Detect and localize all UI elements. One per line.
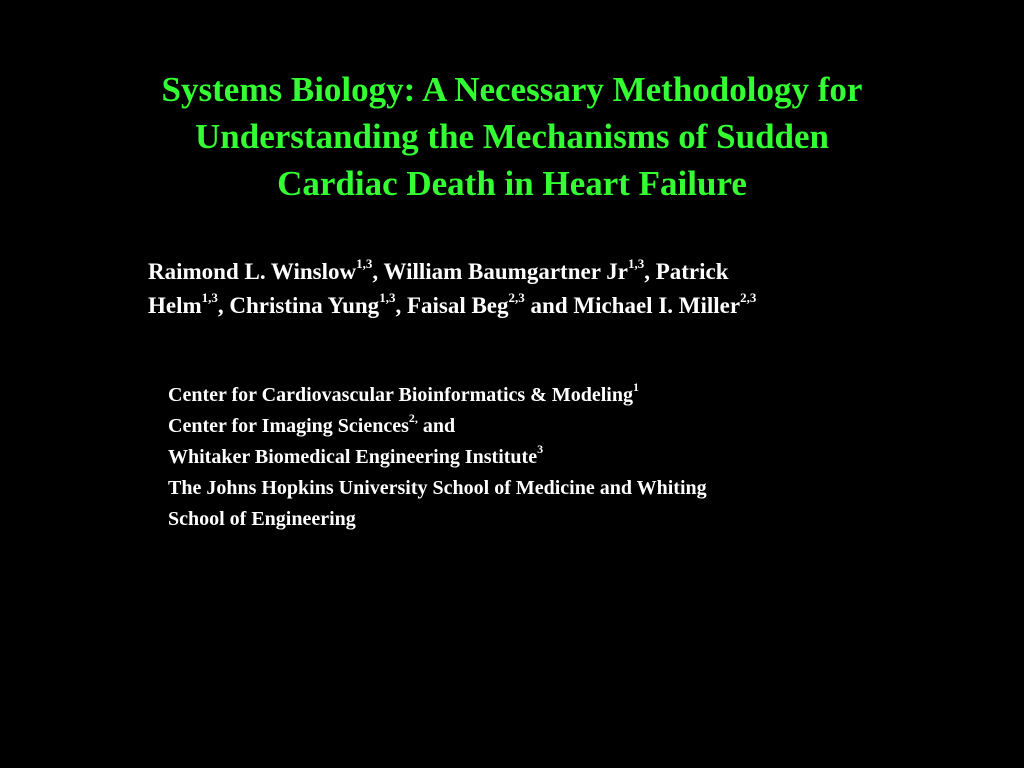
affiliation-list <box>168 380 928 535</box>
author-separator: and <box>524 293 574 318</box>
author-line-1 <box>148 255 948 289</box>
affiliation-text: Center for Imaging Sciences <box>168 415 409 437</box>
author-separator: , <box>217 293 230 318</box>
author-affiliation-marker: 2,3 <box>740 290 757 306</box>
author-name: Raimond L. Winslow <box>148 259 357 284</box>
affiliation-line <box>168 473 928 504</box>
slide-title <box>60 66 964 207</box>
title-line-1: Systems Biology: A Necessary Methodology for <box>161 70 863 109</box>
author-list <box>148 255 948 323</box>
author-affiliation-marker: 1,3 <box>356 256 373 272</box>
affiliation-text: The Johns Hopkins University School of Medicine and Whiting <box>168 477 707 499</box>
author-line-2 <box>148 289 948 323</box>
author-separator: , <box>395 293 407 318</box>
title-line-3: Cardiac Death in Heart Failure <box>277 164 747 203</box>
affiliation-line <box>168 504 928 535</box>
author-name: Faisal Beg <box>406 293 509 318</box>
affiliation-text: Center for Cardiovascular Bioinformatics & Modeling <box>168 384 633 406</box>
author-affiliation-marker: 1,3 <box>379 290 396 306</box>
affiliation-line <box>168 380 928 411</box>
affiliation-text: Whitaker Biomedical Engineering Institute <box>168 446 538 468</box>
author-separator: , Patrick <box>644 259 729 284</box>
author-name: William Baumgartner Jr <box>383 259 628 284</box>
author-name: Michael I. Miller <box>573 293 741 318</box>
author-name: Christina Yung <box>229 293 380 318</box>
affiliation-line <box>168 411 928 442</box>
affiliation-line <box>168 442 928 473</box>
affiliation-text: School of Engineering <box>168 508 356 530</box>
author-separator: , <box>372 259 384 284</box>
affiliation-marker: 3 <box>537 442 544 457</box>
affiliation-conjunction: and <box>417 415 456 437</box>
affiliation-marker: 1 <box>632 380 639 395</box>
author-name: Helm <box>148 293 202 318</box>
title-line-2: Understanding the Mechanisms of Sudden <box>195 117 829 156</box>
affiliation-marker: 2, <box>408 411 418 426</box>
author-affiliation-marker: 1,3 <box>627 256 645 272</box>
author-affiliation-marker: 2,3 <box>508 290 525 306</box>
author-affiliation-marker: 1,3 <box>201 290 218 306</box>
